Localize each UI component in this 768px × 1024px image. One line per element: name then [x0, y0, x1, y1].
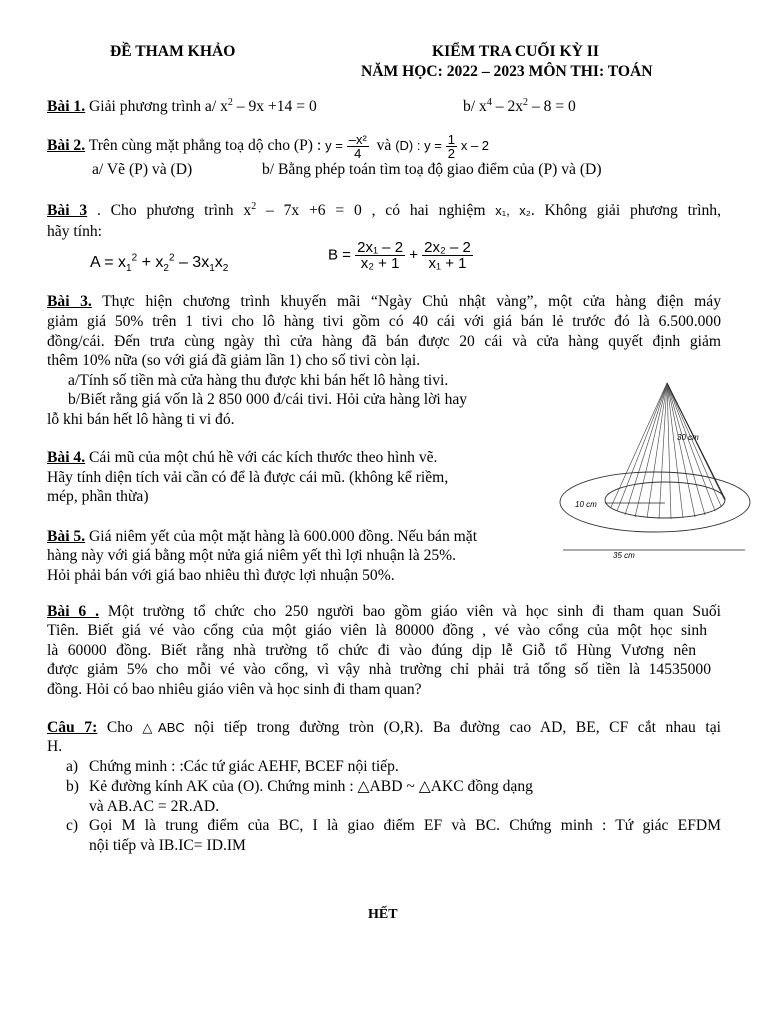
bai1-b-label: b/ — [463, 98, 476, 115]
bai3b-l3: đồng/cái. Đến trưa cùng ngày thì cửa hàng đã bán được 20 cái và cửa hàng quyết định giảm — [47, 333, 721, 350]
bai5-l2: hàng này với giá bằng một nửa giá niêm yết thì lợi nhuận là 25%. — [47, 547, 457, 564]
header-title: KIỂM TRA CUỐI KỲ II — [432, 43, 599, 60]
bai6-l4: được giảm 5% cho mỗi vé vào cổng, vì vậy nhà trường chỉ phải trả tổng số tiền là 14535000 — [47, 661, 711, 678]
bai1-eq-b-mid: – 2x — [495, 98, 524, 115]
bai2-title: Bài 2. — [47, 137, 86, 154]
header-left: ĐỀ THAM KHẢO — [110, 43, 236, 60]
bai1-title: Bài 1. — [47, 98, 86, 115]
bai4-l3: mép, phần thừa) — [47, 488, 149, 505]
p-fraction: $\frac{\text{–x²}}{4}$ — [348, 131, 367, 161]
header-subtitle: NĂM HỌC: 2022 – 2023 MÔN THI: TOÁN — [361, 63, 653, 80]
bai3-title: Bài 3 — [47, 202, 88, 219]
bai6-l3: là 60000 đồng. Biết rằng nhà trường tổ chức đi vào đúng dịp lễ Giỗ tổ Hùng Vương nên — [47, 642, 696, 659]
bai1-eq-b-end: – 8 = 0 — [531, 98, 576, 115]
label-10cm: 10 cm — [575, 500, 597, 509]
cau7-l2: H. — [47, 738, 63, 755]
bai2-b: b/ Bằng phép toán tìm toạ độ giao điểm của (P) và (D) — [262, 161, 602, 178]
label-30cm: 30 cm — [677, 433, 699, 442]
bai2-a: a/ Vẽ (P) và (D) — [92, 161, 193, 178]
cau7-b1: Kẻ đường kính AK của (O). Chứng minh : △ABD ~ △AKC đồng dạng — [89, 778, 533, 795]
bai4-l1: Bài 4. Cái mũ của một chú hề với các kích thước theo hình vẽ. — [47, 449, 438, 466]
bai3-B: B = $\frac{\text{2x₁ – 2}}{\text{x₂ + 1}}$ + $\frac{\text{2x₂ – 2}}{\text{x₁ + 1}}$ — [328, 239, 471, 272]
d-lhs: (D) : y = — [395, 138, 442, 153]
bai6-l1: Bài 6 . Một trường tổ chức cho 250 người bao gồm giáo viên và học sinh đi tham quan Suối — [47, 603, 721, 620]
bai6-title: Bài 6 . — [47, 603, 100, 620]
d-rest: x – 2 — [460, 138, 490, 153]
bai1-text: Giải phương trình a/ — [89, 98, 217, 115]
bai1: Bài 1. Giải phương trình a/ $x^2 - 9x +14 = 0$ — [47, 96, 317, 115]
cone-base-ellipse — [605, 482, 725, 518]
cau7-c1: Gọi M là trung điểm của BC, I là giao điểm EF và BC. Chứng minh : Tứ giác EFDM — [89, 817, 721, 834]
cau7-c-mark: c) — [66, 817, 79, 834]
p-lhs: y = — [325, 138, 343, 153]
cau7-a-mark: a) — [66, 758, 79, 775]
bai3-line2: hãy tính: — [47, 223, 103, 240]
bai3b-b1: b/Biết rằng giá vốn là 2 850 000 đ/cái tivi. Hỏi cửa hàng lời hay — [68, 391, 468, 408]
bai4-title: Bài 4. — [47, 449, 86, 466]
cau7-title: Câu 7: — [47, 719, 98, 736]
bai6-l5: đồng. Hỏi có bao nhiêu giáo viên và học sinh đi tham quan? — [47, 681, 422, 698]
cone-figure — [555, 375, 755, 565]
bai5-l3: Hỏi phải bán với giá bao nhiêu thì được lợi nhuận 50%. — [47, 567, 395, 584]
cone-generators — [611, 383, 725, 519]
d-fraction: $\frac{1}{2}$ — [447, 131, 455, 161]
bai3b-l4: thêm 10% nữa (so với giá đã giảm lần 1) cho số tivi còn lại. — [47, 352, 421, 369]
bai3b-l2: giảm giá 50% trên 1 tivi cho lô hàng tivi gồm có 40 cái với giá bán lẻ trước đó là 6.500.000 — [47, 313, 721, 330]
cau7-c2: nội tiếp và IB.IC= ID.IM — [89, 837, 246, 854]
bai3-A: $A = x_1^2 + x_2^2 - 3x_1x_2$ — [90, 252, 229, 275]
bai1-b: b/ $x^4 - 2x^2 - 8 = 0$ — [463, 96, 576, 115]
cau7-l1: Câu 7: Cho △ABC nội tiếp trong đường tròn (O,R). Ba đường cao AD, BE, CF cắt nhau tại — [47, 719, 721, 736]
bai3b-b2: lỗ khi bán hết lô hàng ti vi đó. — [47, 411, 235, 428]
label-35cm: 35 cm — [613, 551, 635, 560]
bai3b-a: a/Tính số tiền mà cửa hàng thu được khi bán hết lô hàng tivi. — [68, 372, 449, 389]
bai3b-l1: Bài 3. Thực hiện chương trình khuyến mãi “Ngày Chủ nhật vàng”, một cửa hàng điện máy — [47, 293, 722, 310]
bai3b-title: Bài 3. — [47, 293, 92, 310]
bai5-title: Bài 5. — [47, 528, 86, 545]
bai2-and: và — [376, 137, 392, 154]
bai2-text: Trên cùng mặt phẳng toạ dộ cho (P) : — [88, 137, 322, 154]
footer-end: HẾT — [368, 907, 398, 922]
cau7-b2: và AB.AC = 2R.AD. — [89, 798, 220, 815]
bai6-l2: Tiên. Biết giá vé vào cổng của một giáo viên là 80000 đồng , vé vào cổng của một học sinh — [47, 622, 707, 639]
bai3-line1: Bài 3 . Cho phương trình $x^2 - 7x +6 = 0$ , có hai nghiệm x₁, x₂. Không giải phương trình, — [47, 200, 722, 219]
bai4-l2: Hãy tính diện tích vải cần có để là được cái mũ. (không kể riềm, — [47, 469, 449, 486]
cau7-a: Chứng minh : :Các tứ giác AEHF, BCEF nội tiếp. — [89, 758, 399, 775]
cau7-b-mark: b) — [66, 778, 79, 795]
bai1-eq-a: – 9x +14 = 0 — [236, 98, 317, 115]
bai5-l1: Bài 5. Giá niêm yết của một mặt hàng là 600.000 đồng. Nếu bán mặt — [47, 528, 478, 545]
